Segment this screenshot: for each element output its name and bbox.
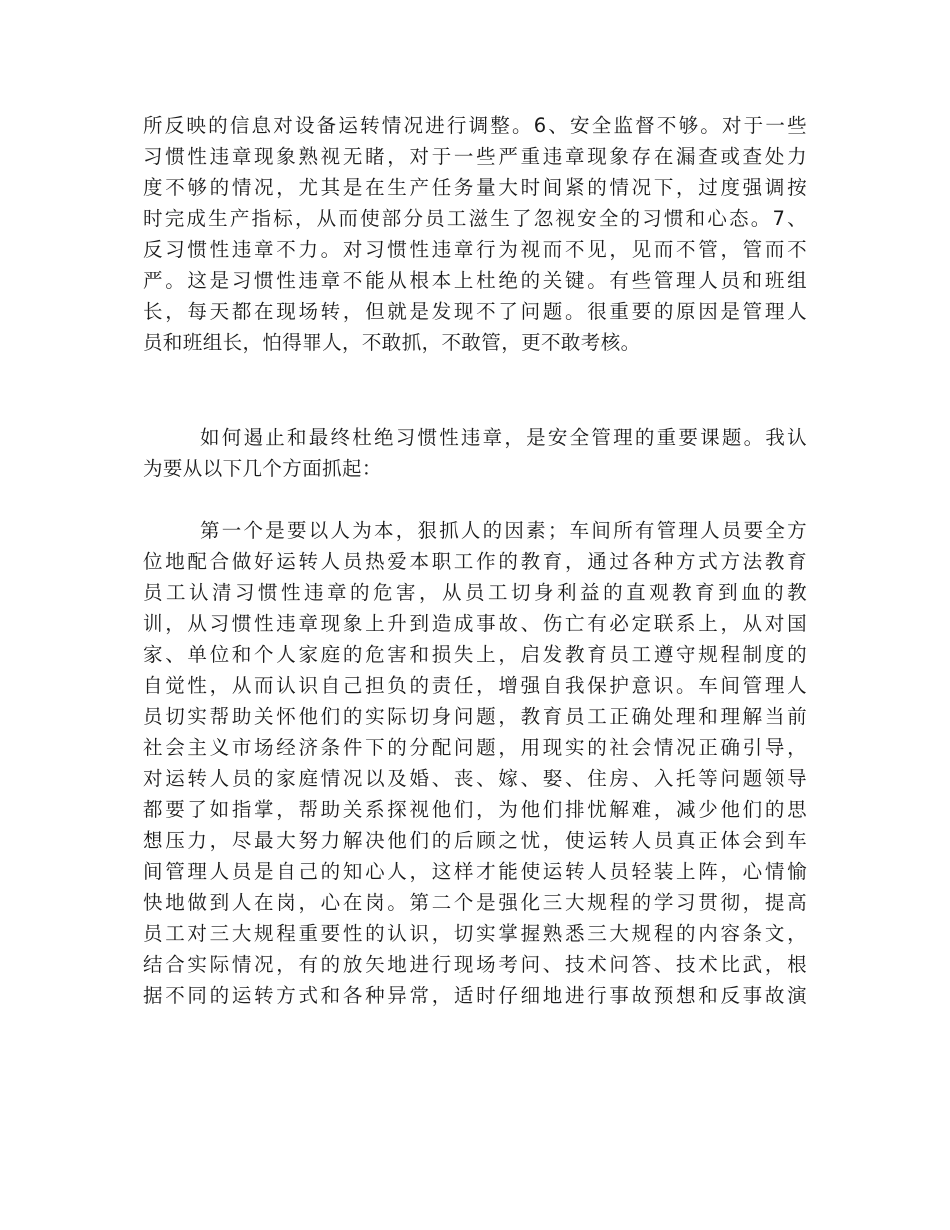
text-line: 都要了如指掌，帮助关系探视他们，为他们排忧解难，减少他们的思: [143, 798, 807, 821]
text-line: 间管理人员是自己的知心人，这样才能使运转人员轻装上阵，心情愉: [143, 860, 807, 883]
text-line: 严。这是习惯性违章不能从根本上杜绝的关键。有些管理人员和班组: [143, 269, 807, 292]
text-line: 时完成生产指标，从而使部分员工滋生了忽视安全的习惯和心态。7、: [143, 207, 807, 230]
text-line: 习惯性违章现象熟视无睹，对于一些严重违章现象存在漏查或查处力: [143, 145, 807, 168]
text-line: 快地做到人在岗，心在岗。第二个是强化三大规程的学习贯彻，提高: [143, 891, 807, 914]
text-line: 员切实帮助关怀他们的实际切身问题，教育员工正确处理和理解当前: [143, 705, 807, 728]
text-line: 社会主义市场经济条件下的分配问题，用现实的社会情况正确引导，: [143, 736, 807, 759]
text-line: 自觉性，从而认识自己担负的责任，增强自我保护意识。车间管理人: [143, 674, 807, 697]
text-line: 训，从习惯性违章现象上升到造成事故、伤亡有必定联系上，从对国: [143, 612, 807, 635]
text-line: 位地配合做好运转人员热爱本职工作的教育，通过各种方式方法教育: [143, 550, 807, 573]
text-line: 如何遏止和最终杜绝习惯性违章，是安全管理的重要课题。我认: [200, 426, 807, 449]
text-line: 第一个是要以人为本，狠抓人的因素；车间所有管理人员要全方: [200, 519, 807, 542]
text-line: 员工认清习惯性违章的危害，从员工切身利益的直观教育到血的教: [143, 581, 807, 604]
text-line: 对运转人员的家庭情况以及婚、丧、嫁、娶、住房、入托等问题领导: [143, 767, 807, 790]
text-line: 想压力，尽最大努力解决他们的后顾之忧，使运转人员真正体会到车: [143, 829, 807, 852]
paragraph-violation-causes: [143, 110, 807, 358]
text-line: 据不同的运转方式和各种异常，适时仔细地进行事故预想和反事故演: [143, 984, 807, 1007]
text-line: 员工对三大规程重要性的认识，切实掌握熟悉三大规程的内容条文，: [143, 922, 807, 945]
text-line: 结合实际情况，有的放矢地进行现场考问、技术问答、技术比武，根: [143, 953, 807, 976]
text-line: 家、单位和个人家庭的危害和损失上，启发教育员工遵守规程制度的: [143, 643, 807, 666]
text-line: 度不够的情况，尤其是在生产任务量大时间紧的情况下，过度强调按: [143, 176, 807, 199]
text-line: 所反映的信息对设备运转情况进行调整。6、安全监督不够。对于一些: [143, 114, 807, 137]
paragraph-how-to-stop: [143, 422, 807, 484]
text-line: 为要从以下几个方面抓起：: [143, 457, 382, 480]
paragraph-people-oriented: [143, 515, 807, 1011]
text-line: 反习惯性违章不力。对习惯性违章行为视而不见，见而不管，管而不: [143, 238, 807, 261]
text-line: 员和班组长，怕得罪人，不敢抓，不敢管，更不敢考核。: [143, 331, 641, 354]
text-line: 长，每天都在现场转，但就是发现不了问题。很重要的原因是管理人: [143, 300, 807, 323]
